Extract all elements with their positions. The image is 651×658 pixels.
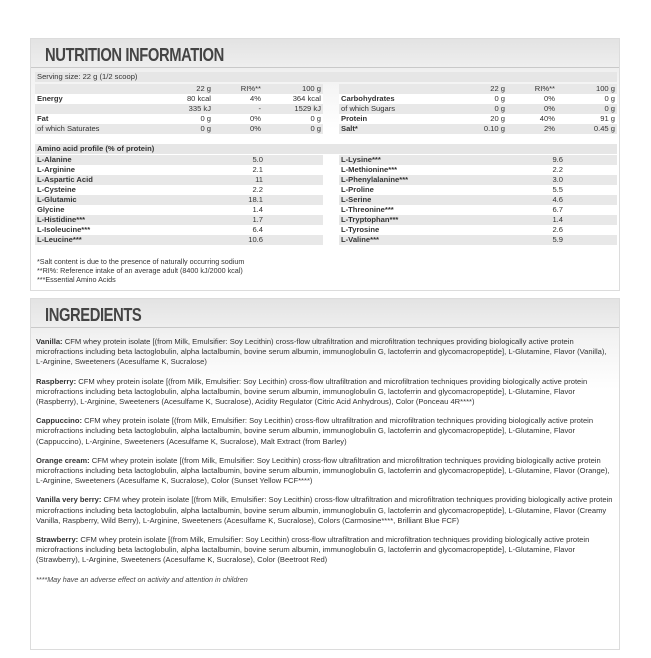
footnote-salt: *Salt content is due to the presence of naturally occurring sodium	[37, 257, 245, 266]
footnote-ri: **RI%: Reference intake of an average adult (8400 kJ/2000 kcal)	[37, 266, 243, 275]
amino-spacer	[565, 215, 617, 225]
serving-size: Serving size: 22 g (1/2 scoop)	[35, 72, 617, 82]
nutrient-label: Carbohydrates	[339, 94, 449, 104]
amino-spacer	[565, 165, 617, 175]
amino-name: L-Histidine***	[35, 215, 235, 225]
amino-name: L-Proline	[339, 185, 535, 195]
ingredient-text: CFM whey protein isolate [(from Milk, Emulsifier: Soy Lecithin) cross-flow ultrafiltration and microfiltration techniques providing biologically active protein microfractions including beta lactoglobulin, alpha lactalbumin, bovine serum albumin, immunoglobulin G, lactoferrin and glycomacropeptide], L-Glutamine, Flavor (Raspberry), L-Arginine, Sweeteners (Acesulfame K, Sucralose), Acidity Regulator (Citric Acid Anhydrous), Color (Ponceau 4R****)	[36, 376, 588, 407]
amino-name: L-Tryptophan***	[339, 215, 535, 225]
nutrient-label	[35, 84, 153, 94]
per-serving-value: 0 g	[153, 114, 213, 124]
ingredients-panel	[30, 298, 620, 650]
amino-spacer	[265, 225, 323, 235]
per-100g-value: 0 g	[263, 114, 323, 124]
nutrition-row	[339, 94, 617, 104]
amino-row	[339, 215, 617, 225]
nutrition-row	[339, 84, 617, 94]
amino-value: 9.6	[535, 155, 565, 165]
ingredient-text: CFM whey protein isolate [(from Milk, Emulsifier: Soy Lecithin) cross-flow ultrafiltration and microfiltration techniques providing biologically active protein microfractions including beta lactoglobulin, alpha lactalbumin, bovine serum albumin, immunoglobulin G, lactoferrin and glycomacropeptide], L-Glutamine, Flavor (Cappuccino), L-Arginine, Sweeteners (Acesulfame K, Sucralose), Malt Extract (from Barley)	[36, 416, 594, 446]
ri-percent-value: 4%	[213, 94, 263, 104]
amino-name: L-Tyrosine	[339, 225, 535, 235]
amino-row	[339, 195, 617, 205]
amino-name: L-Lysine***	[339, 155, 535, 165]
ingredient-strawberry	[36, 535, 616, 566]
ingredient-text: CFM whey protein isolate [(from Milk, Emulsifier: Soy Lecithin) cross-flow ultrafiltration and microfiltration techniques providing biologically active protein microfractions including beta lactoglobulin, alpha lactalbumin, bovine serum albumin, immunoglobulin G, lactoferrin and glycomacropeptide], L-Glutamine, Flavor (Vanilla), L-Arginine, Sweeteners (Acesulfame K, Sucralose)	[36, 337, 607, 367]
ri-percent-value: 40%	[507, 114, 557, 124]
amino-row	[35, 235, 323, 245]
amino-spacer	[565, 185, 617, 195]
ri-percent-value: 0%	[213, 124, 263, 134]
nutrient-label	[339, 84, 449, 94]
amino-spacer	[265, 155, 323, 165]
ingredients-list	[36, 337, 616, 584]
nutrition-row	[35, 124, 323, 134]
amino-spacer	[565, 225, 617, 235]
amino-table-left	[35, 155, 323, 245]
flavor-label: Strawberry:	[36, 535, 79, 545]
per-100g-value: 364 kcal	[263, 94, 323, 104]
amino-name: L-Phenylalanine***	[339, 175, 535, 185]
nutrition-row	[339, 124, 617, 134]
per-serving-value: 0 g	[449, 104, 507, 114]
amino-row	[339, 175, 617, 185]
amino-name: L-Alanine	[35, 155, 235, 165]
ri-percent-value: -	[213, 104, 263, 114]
amino-spacer	[565, 205, 617, 215]
flavor-label: Raspberry:	[36, 376, 77, 386]
per-serving-value: 22 g	[449, 84, 507, 94]
nutrition-title: NUTRITION INFORMATION	[45, 45, 224, 65]
amino-spacer	[265, 235, 323, 245]
ingredient-text: CFM whey protein isolate [(from Milk, Emulsifier: Soy Lecithin) cross-flow ultrafiltration and microfiltration techniques providing biologically active protein microfractions including beta lactoglobulin, alpha lactalbumin, bovine serum albumin, immunoglobulin G, lactoferrin and glycomacropeptide], L-Glutamine, Flavor (Creamy Vanilla, Raspberry, Wild Berry), L-Arginine, Sweeteners (Acesulfame K, Sucralose), Colors (Carmosine****, Brilliant Blue FCF)	[36, 495, 613, 525]
amino-spacer	[265, 195, 323, 205]
nutrition-row	[35, 84, 323, 94]
per-100g-value: 0 g	[557, 94, 617, 104]
ingredient-text: CFM whey protein isolate [(from Milk, Emulsifier: Soy Lecithin) cross-flow ultrafiltration and microfiltration techniques providing biologically active protein microfractions including beta lactoglobulin, alpha lactalbumin, bovine serum albumin, immunoglobulin G, lactoferrin and glycomacropeptide], L-Glutamine, Flavor (Orange), L-Arginine, Sweeteners (Acesulfame K, Sucralose), Color (Sunset Yellow FCF****)	[36, 455, 610, 486]
nutrient-label: Salt*	[339, 124, 449, 134]
ingredient-vanilla	[36, 337, 616, 368]
ri-percent-value: 0%	[507, 94, 557, 104]
flavor-label: Cappuccino:	[36, 416, 82, 426]
nutrient-label: of which Saturates	[35, 124, 153, 134]
amino-name: L-Glutamic	[35, 195, 235, 205]
amino-row	[35, 215, 323, 225]
amino-spacer	[565, 235, 617, 245]
ingredient-text: CFM whey protein isolate [(from Milk, Emulsifier: Soy Lecithin) cross-flow ultrafiltration and microfiltration techniques providing biologically active protein microfractions including beta lactoglobulin, alpha lactalbumin, bovine serum albumin, immunoglobulin G, lactoferrin and glycomacropeptide], L-Glutamine, Flavor (Strawberry), L-Arginine, Sweeteners (Acesulfame K, Sucralose), Color (Beetroot Red)	[36, 535, 590, 565]
amino-spacer	[265, 165, 323, 175]
amino-value: 18.1	[235, 195, 265, 205]
per-100g-value: 0.45 g	[557, 124, 617, 134]
amino-row	[35, 225, 323, 235]
amino-value: 4.6	[535, 195, 565, 205]
nutrition-row	[35, 94, 323, 104]
nutrient-label: Energy	[35, 94, 153, 104]
ingredient-vanilla-very-berry	[36, 495, 616, 526]
amino-value: 2.2	[235, 185, 265, 195]
nutrition-row	[35, 114, 323, 124]
amino-value: 1.4	[535, 215, 565, 225]
amino-name: L-Threonine***	[339, 205, 535, 215]
amino-value: 1.4	[235, 205, 265, 215]
ri-percent-value: 0%	[507, 104, 557, 114]
amino-name: L-Leucine***	[35, 235, 235, 245]
per-100g-value: 0 g	[263, 124, 323, 134]
nutrition-panel	[30, 38, 620, 291]
ingredient-raspberry	[36, 377, 616, 408]
nutrition-row	[35, 104, 323, 114]
amino-name: L-Cysteine	[35, 185, 235, 195]
per-100g-value: 91 g	[557, 114, 617, 124]
amino-value: 6.7	[535, 205, 565, 215]
amino-value: 6.4	[235, 225, 265, 235]
amino-name: L-Aspartic Acid	[35, 175, 235, 185]
ingredient-orange-cream	[36, 456, 616, 487]
amino-acid-header: Amino acid profile (% of protein)	[35, 144, 617, 154]
flavor-label: Vanilla very berry:	[36, 495, 102, 505]
amino-name: L-Arginine	[35, 165, 235, 175]
nutrient-label	[35, 104, 153, 114]
footnote-essential: ***Essential Amino Acids	[37, 275, 116, 284]
amino-row	[339, 205, 617, 215]
amino-row	[339, 225, 617, 235]
amino-value: 2.2	[535, 165, 565, 175]
ri-percent-value: 2%	[507, 124, 557, 134]
amino-name: L-Valine***	[339, 235, 535, 245]
nutrition-table-left	[35, 84, 323, 134]
amino-spacer	[265, 185, 323, 195]
per-100g-value: 100 g	[263, 84, 323, 94]
per-serving-value: 335 kJ	[153, 104, 213, 114]
title-divider	[31, 67, 619, 68]
amino-value: 1.7	[235, 215, 265, 225]
per-serving-value: 20 g	[449, 114, 507, 124]
ri-percent-value: RI%**	[213, 84, 263, 94]
amino-table-right	[339, 155, 617, 245]
amino-row	[35, 175, 323, 185]
amino-spacer	[265, 215, 323, 225]
adverse-effect-note: ****May have an adverse effect on activity and attention in children	[36, 574, 248, 584]
amino-row	[339, 235, 617, 245]
nutrient-label: of which Sugars	[339, 104, 449, 114]
amino-name: L-Isoleucine***	[35, 225, 235, 235]
amino-spacer	[565, 195, 617, 205]
amino-value: 11	[235, 175, 265, 185]
amino-value: 2.6	[535, 225, 565, 235]
amino-name: L-Serine	[339, 195, 535, 205]
per-100g-value: 1529 kJ	[263, 104, 323, 114]
amino-value: 5.5	[535, 185, 565, 195]
flavor-label: Vanilla:	[36, 337, 63, 346]
nutrition-table-right	[339, 84, 617, 134]
amino-spacer	[565, 175, 617, 185]
amino-value: 5.0	[235, 155, 265, 165]
amino-value: 5.9	[535, 235, 565, 245]
ingredients-title: INGREDIENTS	[45, 305, 142, 325]
amino-row	[35, 205, 323, 215]
per-100g-value: 0 g	[557, 104, 617, 114]
amino-spacer	[265, 205, 323, 215]
amino-value: 3.0	[535, 175, 565, 185]
nutrition-row	[339, 104, 617, 114]
nutrient-label: Fat	[35, 114, 153, 124]
ingredient-cappuccino	[36, 416, 616, 447]
amino-spacer	[265, 175, 323, 185]
ri-percent-value: 0%	[213, 114, 263, 124]
title-divider	[31, 327, 619, 328]
amino-row	[35, 155, 323, 165]
per-serving-value: 0.10 g	[449, 124, 507, 134]
per-serving-value: 0 g	[449, 94, 507, 104]
ri-percent-value: RI%**	[507, 84, 557, 94]
nutrition-row	[339, 114, 617, 124]
amino-row	[35, 185, 323, 195]
amino-row	[35, 195, 323, 205]
flavor-label: Orange cream:	[36, 455, 90, 465]
amino-value: 2.1	[235, 165, 265, 175]
amino-row	[339, 155, 617, 165]
per-serving-value: 0 g	[153, 124, 213, 134]
nutrient-label: Protein	[339, 114, 449, 124]
amino-spacer	[565, 155, 617, 165]
per-100g-value: 100 g	[557, 84, 617, 94]
amino-name: Glycine	[35, 205, 235, 215]
amino-row	[35, 165, 323, 175]
per-serving-value: 80 kcal	[153, 94, 213, 104]
amino-name: L-Methionine***	[339, 165, 535, 175]
amino-row	[339, 185, 617, 195]
amino-value: 10.6	[235, 235, 265, 245]
per-serving-value: 22 g	[153, 84, 213, 94]
amino-row	[339, 165, 617, 175]
